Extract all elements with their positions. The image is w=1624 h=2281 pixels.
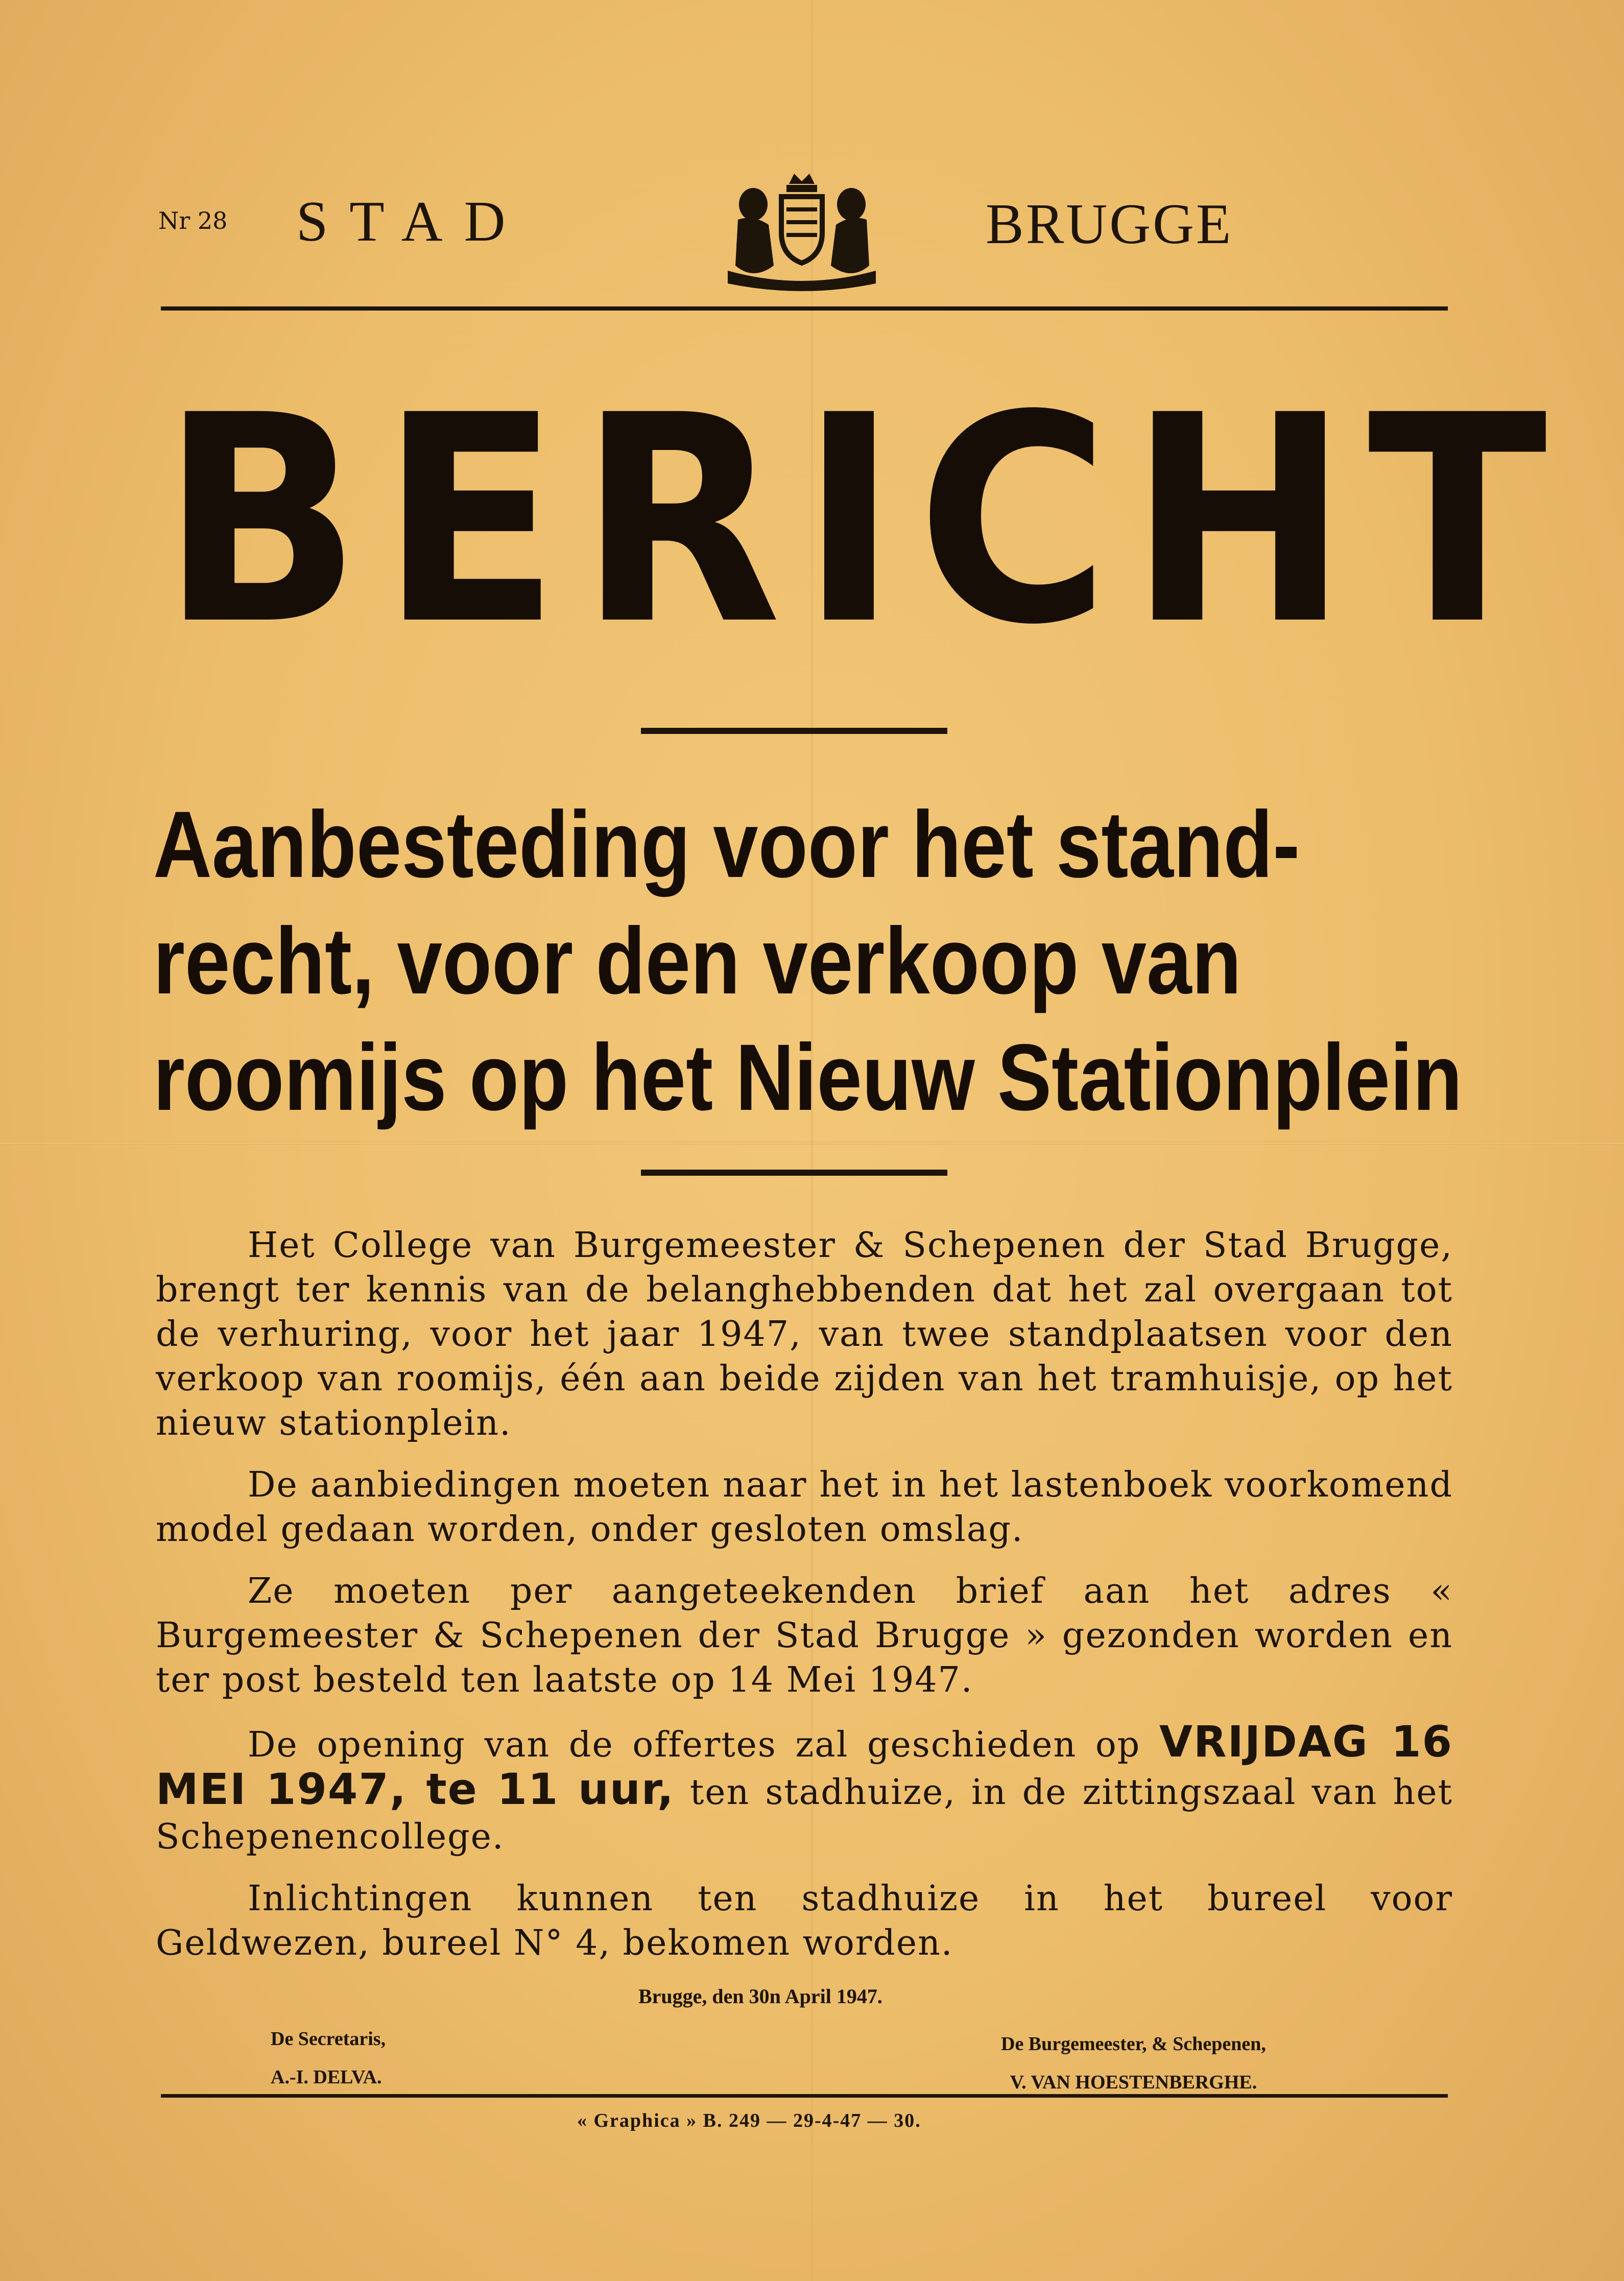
secretary-name: A.-I. DELVA. bbox=[271, 2066, 382, 2088]
title-line-3: roomijs op het Nieuw Stationplein bbox=[153, 1025, 1463, 1130]
secretary-role: De Secretaris, bbox=[271, 2028, 386, 2050]
printer-line: « Graphica » B. 249 — 29-4-47 — 30. bbox=[577, 2110, 921, 2131]
paragraph-3: Ze moeten per aangeteekenden brief aan het adres « Burgemeester & Schepenen der Stad Brugge » gezonden worden en ter post besteld ten laatste op 14 Mei 1947. bbox=[156, 1571, 1453, 1700]
divider-bottom bbox=[641, 1170, 947, 1176]
notice-title bbox=[153, 787, 1461, 1136]
title-line-2: recht, voor den verkoop van bbox=[153, 909, 1241, 1014]
date-line: Brugge, den 30n April 1947. bbox=[638, 1985, 882, 2008]
paragraph-4 bbox=[156, 1717, 1453, 1859]
secretary-signature bbox=[271, 2020, 386, 2097]
title-line-1: Aanbesteding voor het stand- bbox=[153, 792, 1300, 897]
divider-top bbox=[641, 728, 947, 734]
headline-bericht: BERICHT bbox=[161, 354, 1566, 687]
header-rule bbox=[161, 306, 1448, 311]
mayor-name: V. VAN HOESTENBERGHE. bbox=[1010, 2072, 1257, 2093]
notice-body bbox=[156, 1223, 1453, 1983]
paragraph-4-end: ten stadhuize, in de zittingszaal van het Schepenencollege. bbox=[156, 1772, 1453, 1857]
mayor-signature bbox=[1001, 2025, 1266, 2102]
paragraph-1: Het College van Burgemeester & Schepenen der Stad Brugge, brengt ter kennis van de belanghebbenden dat het zal overgaan tot de verhuring, voor het jaar 1947, van twee standplaatsen voor den verkoop van roomijs, één aan beide zijden van het tramhuisje, op het nieuw stationplein. bbox=[156, 1225, 1453, 1443]
footer-rule bbox=[161, 2094, 1448, 2098]
opening-date-bold: VRIJDAG 16 MEI 1947, te 11 uur, bbox=[156, 1717, 1453, 1814]
header-brugge: BRUGGE bbox=[986, 193, 1233, 256]
header-stad: STAD bbox=[296, 190, 527, 253]
paragraph-2: De aanbiedingen moeten naar het in het lastenboek voorkomend model gedaan worden, onder gesloten omslag. bbox=[156, 1465, 1453, 1550]
paragraph-5: Inlichtingen kunnen ten stadhuize in het bureel voor Geldwezen, bureel N° 4, bekomen worden. bbox=[156, 1879, 1453, 1963]
mayor-role: De Burgemeester, & Schepenen, bbox=[1001, 2033, 1266, 2055]
poster-header bbox=[158, 169, 1445, 291]
coat-of-arms-icon bbox=[718, 169, 886, 291]
notice-number: Nr 28 bbox=[158, 207, 228, 234]
paragraph-4-start: De opening van de offertes zal geschieden op bbox=[248, 1725, 1141, 1765]
